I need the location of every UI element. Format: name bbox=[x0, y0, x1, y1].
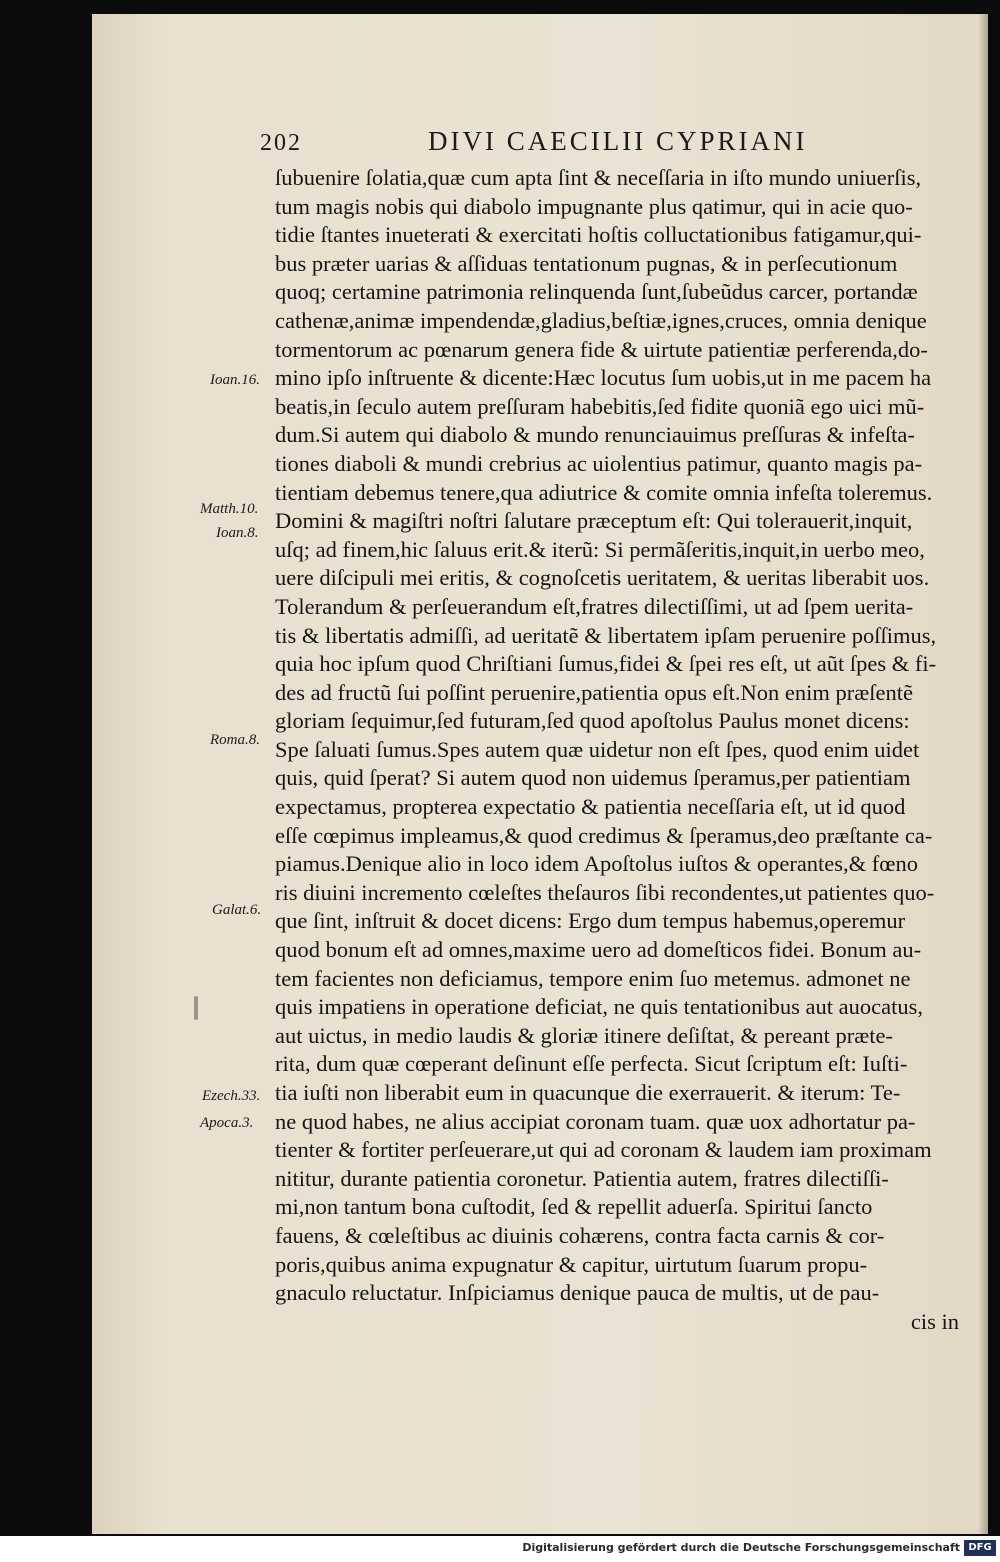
text-line: quoq; certamine patrimonia relinquenda ſunt,ſubeũdus carcer, portandæ bbox=[275, 279, 918, 305]
text-line: gnaculo reluctatur. Inſpiciamus denique pauca de multis, ut de pau- bbox=[275, 1280, 880, 1306]
digitization-footer bbox=[0, 1536, 1000, 1562]
text-line: quia hoc ipſum quod Chriſtiani ſumus,fidei & ſpei res eſt, ut aũt ſpes & fi- bbox=[275, 651, 937, 677]
text-line: tidie ſtantes inueterati & exercitati hoſtis colluctationibus fatigamur,qui- bbox=[275, 222, 922, 248]
text-line: Spe ſaluati ſumus.Spes autem quæ uidetur non eſt ſpes, quod enim uidet bbox=[275, 736, 920, 762]
text-line: Tolerandum & perſeuerandum eſt,fratres dilectiſſimi, ut ad ſpem uerita- bbox=[275, 593, 914, 619]
text-line: uere diſcipuli mei eritis, & cognoſcetis ueritatem, & ueritas liberabit uos. bbox=[275, 565, 930, 591]
marginal-note: Ioan.8. bbox=[216, 525, 259, 541]
funding-notice: Digitalisierung gefördert durch die Deutsche Forschungsgemeinschaft bbox=[522, 1541, 960, 1554]
text-line: tem facientes non deficiamus, tempore enim ſuo metemus. admonet ne bbox=[275, 965, 911, 991]
text-line: mino ipſo inſtruente & dicente:Hæc locutus ſum uobis,ut in me pacem ha bbox=[275, 365, 932, 391]
page-gutter-shadow bbox=[978, 14, 988, 1534]
marginal-note: Ioan.16. bbox=[210, 372, 260, 388]
text-line: tis & libertatis admiſſi, ad ueritatẽ & libertatem ipſam peruenire poſſimus, bbox=[275, 622, 937, 648]
text-line: fauens, & cœleſtibus ac diuinis cohærens, contra facta carnis & cor- bbox=[275, 1222, 885, 1248]
page-header bbox=[92, 122, 988, 162]
marginal-note: Roma.8. bbox=[210, 732, 260, 748]
running-title: DIVI CAECILII CYPRIANI bbox=[428, 126, 808, 156]
text-line: aut uictus, in medio laudis & gloriæ itinere deſiſtat, & pereant præte- bbox=[275, 1022, 893, 1048]
text-line: quod bonum eſt ad omnes,maxime uero ad domeſticos fidei. Bonum au- bbox=[275, 937, 922, 963]
text-line: quis impatiens in operatione deficiat, ne quis tentationibus aut auocatus, bbox=[275, 994, 923, 1020]
marginal-note: Galat.6. bbox=[212, 902, 262, 918]
dfg-logo-icon: DFG bbox=[964, 1540, 996, 1556]
text-line: ſubuenire ſolatia,quæ cum apta ſint & neceſſaria in iſto mundo uniuerſis, bbox=[275, 165, 922, 190]
marginal-note: Apoca.3. bbox=[200, 1115, 254, 1131]
text-line: des ad fructũ ſui poſſint peruenire,patientia opus eſt.Non enim præſentẽ bbox=[275, 679, 913, 705]
text-line: tientiam debemus tenere,qua adiutrice & comite omnia infeſta toleremus. bbox=[275, 479, 933, 505]
marginal-note: Matth.10. bbox=[200, 501, 259, 517]
text-line: poris,quibus anima expugnatur & capitur, uirtutum ſuarum propu- bbox=[275, 1251, 868, 1277]
body-text bbox=[275, 164, 975, 1336]
text-line: mi,non tantum bona cuſtodit, ſed & repellit aduerſa. Spiritui ſancto bbox=[275, 1194, 873, 1220]
text-line: piamus.Denique alio in loco idem Apoſtolus iuſtos & operantes,& fœno bbox=[275, 851, 919, 877]
text-line: quis, quid ſperat? Si autem quod non uidemus ſperamus,per patientiam bbox=[275, 765, 911, 791]
text-line: tiones diaboli & mundi crebrius ac uiolentius patimur, quanto magis pa- bbox=[275, 450, 923, 476]
text-line: dum.Si autem qui diabolo & mundo renunciauimus preſſuras & infeſta- bbox=[275, 422, 915, 448]
text-line: bus præter uarias & aſſiduas tentationum pugnas, & in perſecutionum bbox=[275, 250, 898, 276]
text-line: ris diuini incremento cœleſtes theſauros ſibi recondentes,ut patientes quo- bbox=[275, 879, 935, 905]
text-line: tienter & fortiter perſeuerare,ut qui ad coronam & laudem iam proximam bbox=[275, 1137, 932, 1163]
text-line: tum magis nobis qui diabolo impugnante plus qatimur, qui in acie quo- bbox=[275, 193, 913, 219]
text-line: expectamus, propterea expectatio & patientia neceſſaria eſt, ut id quod bbox=[275, 794, 906, 820]
text-line: cathenæ,animæ impendendæ,gladius,beſtiæ,ignes,cruces, omnia denique bbox=[275, 307, 927, 333]
book-page bbox=[92, 14, 988, 1534]
text-line: tormentorum ac pœnarum genera fide & uirtute patientiæ perferenda,do- bbox=[275, 336, 928, 362]
text-line: eſſe cœpimus impleamus,& quod credimus & ſperamus,deo præſtante ca- bbox=[275, 822, 933, 848]
text-line: uſq; ad finem,hic ſaluus erit.& iterũ: Si permãſeritis,inquit,in uerbo meo, bbox=[275, 536, 925, 562]
text-line: rita, dum quæ cœperant deſinunt eſſe perfecta. Sicut ſcriptum eſt: Iuſti- bbox=[275, 1051, 908, 1077]
text-line: nititur, durante patientia coronetur. Patientia autem, fratres dilectiſſi- bbox=[275, 1165, 889, 1191]
marginal-note: Ezech.33. bbox=[202, 1088, 261, 1104]
ink-smudge bbox=[194, 996, 198, 1020]
text-line: tia iuſti non liberabit eum in quacunque die exerrauerit. & iterum: Te- bbox=[275, 1080, 901, 1105]
text-line: Domini & magiſtri noſtri ſalutare præceptum eſt: Qui tolerauerit,inquit, bbox=[275, 508, 913, 534]
text-line: beatis,in ſeculo autem preſſuram habebitis,ſed fidite quoniã ego uici mũ- bbox=[275, 393, 925, 419]
text-line: ne quod habes, ne alius accipiat coronam tuam. quæ uox adhortatur pa- bbox=[275, 1108, 916, 1134]
catchword: cis in bbox=[910, 1308, 959, 1334]
page-number: 202 bbox=[260, 130, 302, 156]
text-line: gloriam ſequimur,ſed futuram,ſed quod apoſtolus Paulus monet dicens: bbox=[275, 708, 910, 734]
text-line: que ſint, inſtruit & docet dicens: Ergo dum tempus habemus,operemur bbox=[275, 908, 906, 934]
